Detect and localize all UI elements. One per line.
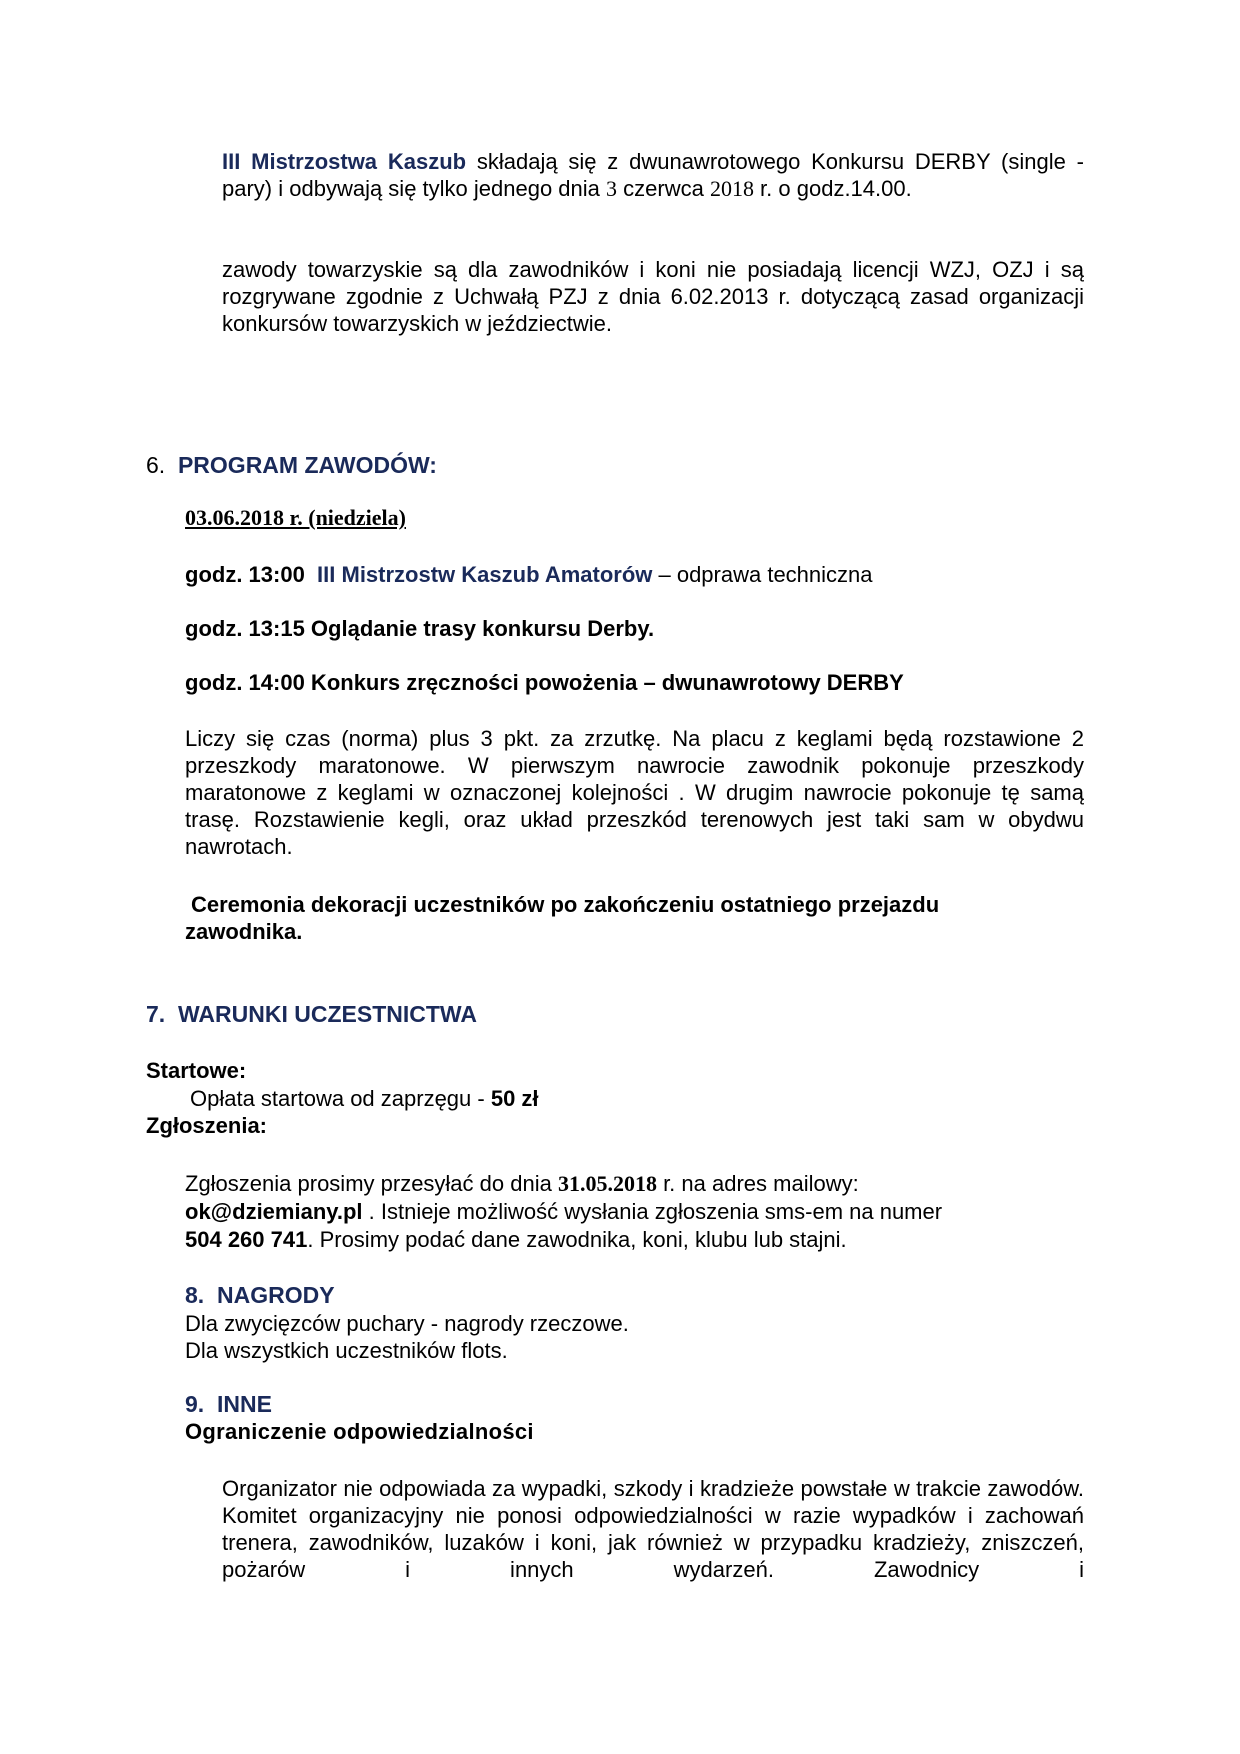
schedule-item: godz. 13:15 Oglądanie trasy konkursu Derby. (185, 616, 655, 641)
section-9-heading: 9. INNE (185, 1391, 272, 1417)
start-fee: Opłata startowa od zaprzęgu - 50 zł (190, 1086, 539, 1111)
startowe-label: Startowe: (146, 1058, 247, 1083)
zgloszenia-label: Zgłoszenia: (146, 1113, 268, 1138)
event-year: 2018 (709, 176, 754, 201)
event-day: 3 (606, 176, 618, 201)
fee-value: 50 zł (490, 1086, 539, 1111)
deadline-date: 31.05.2018 (557, 1171, 657, 1196)
email-link[interactable]: ok@dziemiany.pl (185, 1199, 363, 1224)
section-8-heading: 8. NAGRODY (185, 1282, 335, 1308)
schedule-item: godz. 13:00 III Mistrzostw Kaszub Amatorów – odprawa techniczna (185, 562, 873, 587)
schedule-item: godz. 14:00 Konkurs zręczności powożenia – dwunawrotowy DERBY (185, 670, 904, 695)
prize-line: Dla wszystkich uczestników flots. (185, 1338, 508, 1363)
registration-paragraph: Zgłoszenia prosimy przesyłać do dnia 31.05.2018 r. na adres mailowy: ok@dziemiany.pl . Istnieje możliwość wysłania zgłoszenia sms-em na numer 504 260 741. Prosimy podać dane zawodnika, koni, klubu lub stajni. (185, 1171, 943, 1252)
ceremony-note: Ceremonia dekoracji uczestników po zakończeniu ostatniego przejazdu zawodnika. (185, 892, 940, 944)
section-6-heading: 6. PROGRAM ZAWODÓW: (146, 452, 437, 478)
liability-subtitle: Ograniczenie odpowiedzialności (185, 1419, 534, 1444)
event-name: III Mistrzostwa Kaszub (222, 149, 467, 174)
prize-line: Dla zwycięzców puchary - nagrody rzeczowe. (185, 1311, 629, 1336)
section-7-heading: 7. WARUNKI UCZESTNICTWA (146, 1001, 477, 1027)
phone-number: 504 260 741 (185, 1227, 308, 1252)
intro-paragraph: III Mistrzostwa Kaszub składają się z dwunawrotowego Konkursu DERBY (single - pary) i odbywają się tylko jednego dnia 3 czerwca 2018 r. o godz.14.00. (222, 149, 1084, 201)
competition-description: Liczy się czas (norma) plus 3 pkt. za zrzutkę. Na placu z keglami będą rozstawione 2 przeszkody maratonowe. W pierwszym nawrocie zawodnik pokonuje przeszkody maratonowe z keglami w oznaczonej kolejności . W drugim nawrocie pokonuje tę samą trasę. Rozstawienie kegli, oraz układ przeszkód terenowych jest taki sam w obydwu nawrotach. (185, 726, 1084, 859)
liability-paragraph: Organizator nie odpowiada za wypadki, szkody i kradzieże powstałe w trakcie zawodów. Komitet organizacyjny nie ponosi odpowiedzialności w razie wypadków i zachowań trenera, zawodników, luzaków i koni, jak również w przypadku kradzieży, zniszczeń, pożarów i innych wydarzeń. Zawodnicy i (222, 1476, 1084, 1582)
licensing-paragraph: zawody towarzyskie są dla zawodników i koni nie posiadają licencji WZJ, OZJ i są rozgrywane zgodnie z Uchwałą PZJ z dnia 6.02.2013 r. dotyczącą zasad organizacji konkursów towarzyskich w jeździectwie. (222, 257, 1084, 336)
program-date: 03.06.2018 r. (niedziela) (185, 505, 406, 530)
